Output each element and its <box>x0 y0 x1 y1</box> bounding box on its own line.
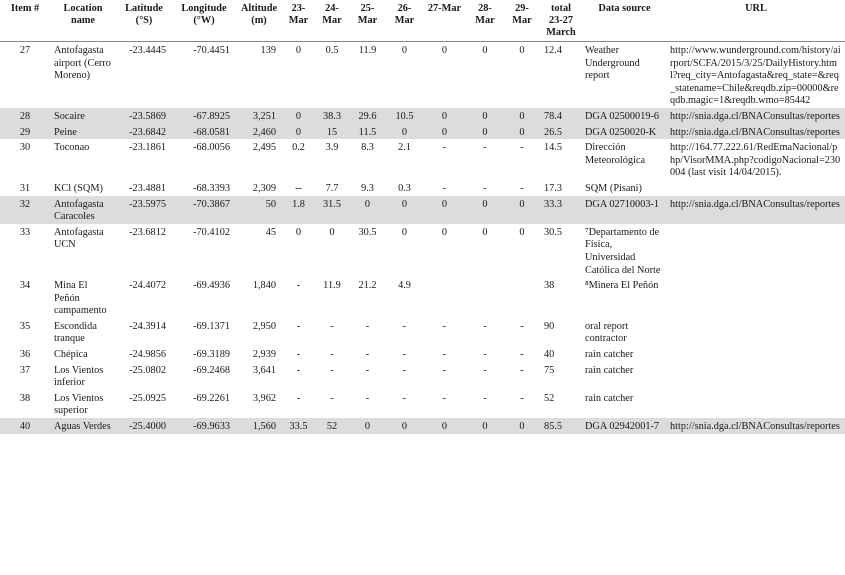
cell-24-mar: 3.9 <box>325 142 339 154</box>
cell-item: 38 <box>19 392 31 404</box>
cell-27-mar: - <box>442 320 447 332</box>
cell-data-source: SQM (Pisani) <box>585 182 642 194</box>
cell-24-mar: - <box>330 320 334 332</box>
cell-latitude: -25.0925 <box>129 392 166 404</box>
cell-item: 30 <box>19 142 31 154</box>
cell-26-mar: 0.3 <box>398 182 411 194</box>
cell-23-mar: - <box>296 364 301 376</box>
cell-data-source: DGA 02710003-1 <box>582 196 667 224</box>
cell-data-source: oral report contractor <box>585 320 629 345</box>
cell-altitude: 3,962 <box>252 392 276 404</box>
table-row <box>0 180 845 196</box>
header-26-mar: 26-Mar <box>386 0 423 42</box>
cell-latitude: -25.0802 <box>129 364 166 376</box>
cell-29-mar: 0 <box>519 45 525 56</box>
cell-data-source: DGA 0250020-K <box>582 124 667 140</box>
cell-24-mar: 11.9 <box>323 280 341 292</box>
cell-latitude: -23.6842 <box>116 124 172 140</box>
header-latitude: Latitude (°S) <box>116 0 172 42</box>
header-27-mar: 27-Mar <box>423 0 466 42</box>
header-url: URL <box>667 0 845 42</box>
cell-item: 36 <box>19 349 31 361</box>
cell-27-mar <box>423 277 466 318</box>
cell-longitude: -68.3393 <box>193 182 230 194</box>
cell-28-mar: 0 <box>466 196 504 224</box>
cell-28-mar: 0 <box>482 45 488 56</box>
cell-24-mar: 38.3 <box>315 108 349 124</box>
table-row <box>0 362 845 390</box>
cell-altitude: 2,460 <box>236 124 282 140</box>
cell-26-mar: 0 <box>401 226 408 238</box>
cell-location: Socaire <box>50 108 116 124</box>
cell-longitude: -69.1371 <box>193 320 230 332</box>
cell-27-mar: 0 <box>423 124 466 140</box>
cell-25-mar: 0 <box>349 196 386 224</box>
cell-latitude: -23.4445 <box>129 45 166 56</box>
cell-data-source: Weather Underground report <box>585 45 640 82</box>
cell-item: 34 <box>19 280 31 292</box>
cell-data-source: DGA 02500019-6 <box>582 108 667 124</box>
cell-latitude: -23.6812 <box>129 226 166 238</box>
cell-23-mar: 0.2 <box>292 142 305 154</box>
table-row <box>0 139 845 180</box>
header-28-mar: 28-Mar <box>466 0 504 42</box>
cell-item: 37 <box>19 364 31 376</box>
cell-29-mar: - <box>520 364 524 376</box>
cell-26-mar: 0 <box>386 124 423 140</box>
header-location: Location name <box>50 0 116 42</box>
table-row <box>0 42 845 108</box>
cell-24-mar: 0 <box>329 226 335 238</box>
cell-altitude: 3,251 <box>236 108 282 124</box>
cell-data-source: ⁸Minera El Peñón <box>585 280 659 292</box>
cell-longitude: -68.0056 <box>193 142 230 154</box>
cell-latitude: -24.4072 <box>129 280 166 292</box>
cell-24-mar: 7.7 <box>325 182 339 194</box>
cell-longitude: -69.4936 <box>193 280 230 292</box>
cell-25-mar: - <box>365 392 370 404</box>
cell-latitude: -23.5869 <box>116 108 172 124</box>
cell-27-mar: 0 <box>423 196 466 224</box>
cell-29-mar: 0 <box>504 196 540 224</box>
cell-location: Escondida tranque <box>54 320 97 345</box>
cell-latitude: -24.9856 <box>129 349 166 361</box>
header-24-mar: 24-Mar <box>315 0 349 42</box>
header-total: total 23-27 March <box>540 0 582 42</box>
table-body <box>0 42 845 434</box>
cell-23-mar: - <box>296 349 301 361</box>
cell-26-mar: - <box>402 392 407 404</box>
cell-29-mar: - <box>520 349 524 361</box>
cell-url[interactable]: http://snia.dga.cl/BNAConsultas/reportes <box>667 124 845 140</box>
cell-26-mar: 0 <box>401 45 408 56</box>
cell-altitude: 45 <box>265 226 276 238</box>
cell-data-source: rain catcher <box>585 349 634 361</box>
table-row <box>0 277 845 318</box>
cell-total: 38 <box>544 280 555 292</box>
cell-total: 78.4 <box>540 108 582 124</box>
cell-23-mar: - <box>296 392 301 404</box>
cell-28-mar: - <box>483 320 487 332</box>
cell-28-mar: 0 <box>466 124 504 140</box>
cell-total: 90 <box>544 320 555 332</box>
cell-item: 31 <box>19 182 31 194</box>
table-row <box>0 224 845 277</box>
cell-item: 28 <box>0 108 50 124</box>
cell-total: 12.4 <box>544 45 563 56</box>
cell-longitude: -69.2261 <box>193 392 230 404</box>
cell-longitude: -69.3189 <box>193 349 230 361</box>
cell-25-mar: 21.2 <box>358 280 377 292</box>
cell-item: 33 <box>19 226 31 238</box>
cell-28-mar: - <box>483 142 487 154</box>
cell-28-mar: 0 <box>466 108 504 124</box>
cell-27-mar: 0 <box>441 226 448 238</box>
cell-29-mar: - <box>520 182 524 194</box>
cell-latitude: -23.4881 <box>129 182 166 194</box>
cell-23-mar: 0 <box>282 108 315 124</box>
cell-24-mar: 52 <box>315 418 349 434</box>
cell-url <box>667 346 845 362</box>
cell-26-mar: - <box>402 320 407 332</box>
cell-29-mar: - <box>520 142 524 154</box>
cell-altitude: 1,560 <box>236 418 282 434</box>
cell-total: 26.5 <box>540 124 582 140</box>
cell-26-mar: 0 <box>386 196 423 224</box>
cell-29-mar: 0 <box>504 124 540 140</box>
cell-23-mar: 0 <box>282 124 315 140</box>
cell-url[interactable]: http://snia.dga.cl/BNAConsultas/reportes <box>667 196 845 224</box>
cell-24-mar: - <box>330 349 334 361</box>
cell-altitude: 2,309 <box>252 182 276 194</box>
cell-total: 75 <box>544 364 555 376</box>
cell-location: Peine <box>50 124 116 140</box>
cell-altitude: 2,950 <box>252 320 276 332</box>
table-row <box>0 390 845 418</box>
cell-27-mar: 0 <box>423 108 466 124</box>
header-altitude: Altitude (m) <box>236 0 282 42</box>
cell-location: Los Vientos superior <box>54 392 104 417</box>
table-row <box>0 108 845 124</box>
cell-25-mar: - <box>365 364 370 376</box>
cell-25-mar: 11.5 <box>349 124 386 140</box>
cell-data-source: DGA 02942001-7 <box>582 418 667 434</box>
cell-latitude: -24.3914 <box>129 320 166 332</box>
cell-27-mar: - <box>442 364 447 376</box>
cell-altitude: 1,840 <box>252 280 276 292</box>
cell-26-mar: 2.1 <box>398 142 411 154</box>
cell-item: 29 <box>0 124 50 140</box>
cell-28-mar: 0 <box>482 226 488 238</box>
cell-28-mar: - <box>483 182 487 194</box>
cell-data-source: rain catcher <box>585 392 634 404</box>
cell-25-mar: 9.3 <box>361 182 374 194</box>
cell-28-mar: - <box>483 364 487 376</box>
header-25-mar: 25-Mar <box>349 0 386 42</box>
cell-location: Antofagasta airport (Cerro Moreno) <box>54 45 111 82</box>
cell-longitude: -68.0581 <box>172 124 236 140</box>
cell-29-mar <box>504 277 540 318</box>
cell-29-mar: 0 <box>504 418 540 434</box>
header-data-source: Data source <box>582 0 667 42</box>
cell-latitude: -25.4000 <box>116 418 172 434</box>
cell-altitude: 50 <box>236 196 282 224</box>
cell-url[interactable]: http://snia.dga.cl/BNAConsultas/reportes <box>667 418 845 434</box>
cell-25-mar: 29.6 <box>349 108 386 124</box>
cell-altitude: 3,641 <box>252 364 276 376</box>
cell-23-mar: - <box>296 280 301 292</box>
cell-25-mar: - <box>365 320 370 332</box>
cell-data-source: rain catcher <box>585 364 634 376</box>
cell-27-mar: 0 <box>423 418 466 434</box>
cell-29-mar: - <box>520 392 524 404</box>
cell-url <box>667 224 845 277</box>
table-row <box>0 346 845 362</box>
cell-28-mar: - <box>483 349 487 361</box>
cell-23-mar: - <box>296 320 301 332</box>
cell-27-mar: 0 <box>441 45 448 56</box>
cell-26-mar: 0 <box>386 418 423 434</box>
cell-total: 30.5 <box>544 226 563 238</box>
cell-26-mar: 10.5 <box>386 108 423 124</box>
cell-23-mar: 1.8 <box>282 196 315 224</box>
cell-26-mar: - <box>402 349 407 361</box>
cell-24-mar: 15 <box>315 124 349 140</box>
table-row <box>0 418 845 434</box>
header-23-mar: 23-Mar <box>282 0 315 42</box>
cell-data-source: ⁷Departamento de Física, Universidad Católica del Norte <box>585 226 661 276</box>
cell-item: 27 <box>19 45 31 56</box>
cell-longitude: -70.4102 <box>193 226 230 238</box>
cell-longitude: -69.2468 <box>193 364 230 376</box>
cell-24-mar: 0.5 <box>325 45 339 56</box>
header-longitude: Longitude (°W) <box>172 0 236 42</box>
cell-altitude: 2,495 <box>252 142 276 154</box>
cell-longitude: -69.9633 <box>172 418 236 434</box>
cell-url[interactable]: http://164.77.222.61/RedEmaNacional/php/VisorMMA.php?codigoNacional=230004 (last visit 14/04/2015). <box>670 142 841 179</box>
cell-url <box>667 390 845 418</box>
cell-total: 17.3 <box>544 182 563 194</box>
cell-url[interactable]: http://snia.dga.cl/BNAConsultas/reportes <box>667 108 845 124</box>
cell-total: 14.5 <box>544 142 563 154</box>
table-row <box>0 196 845 224</box>
table-row <box>0 124 845 140</box>
cell-total: 40 <box>544 349 555 361</box>
cell-24-mar: - <box>330 364 334 376</box>
cell-29-mar: - <box>520 320 524 332</box>
cell-longitude: -70.3867 <box>172 196 236 224</box>
cell-url[interactable]: http://www.wunderground.com/history/airport/SCFA/2015/3/25/DailyHistory.html?req_city=Antofagasta&req_state=&req_statename=Chile&reqdb.zip=00000&reqdb.magic=1&reqdb.wmo=85442 <box>670 45 841 107</box>
cell-location: Toconao <box>54 142 90 154</box>
cell-total: 85.5 <box>540 418 582 434</box>
cell-27-mar: - <box>442 142 447 154</box>
cell-28-mar <box>466 277 504 318</box>
cell-24-mar: - <box>330 392 334 404</box>
cell-total: 33.3 <box>540 196 582 224</box>
cell-location: KCl (SQM) <box>54 182 103 194</box>
header-item: Item # <box>0 0 50 42</box>
cell-23-mar: 0 <box>295 45 302 56</box>
cell-25-mar: 11.9 <box>358 45 377 56</box>
cell-longitude: -67.8925 <box>172 108 236 124</box>
cell-23-mar: 0 <box>295 226 302 238</box>
cell-location: Chépica <box>54 349 88 361</box>
cell-item: 35 <box>19 320 31 332</box>
cell-27-mar: - <box>442 182 447 194</box>
cell-location: Aguas Verdes <box>50 418 116 434</box>
cell-data-source: Dirección Meteorológica <box>585 142 646 166</box>
cell-25-mar: 0 <box>349 418 386 434</box>
cell-latitude: -23.1861 <box>129 142 166 154</box>
cell-location: Antofagasta Caracoles <box>50 196 116 224</box>
cell-location: Antofagasta UCN <box>54 226 104 251</box>
cell-23-mar: -- <box>295 182 302 194</box>
cell-24-mar: 31.5 <box>315 196 349 224</box>
cell-28-mar: 0 <box>466 418 504 434</box>
cell-altitude: 139 <box>260 45 276 56</box>
cell-url <box>667 180 845 196</box>
cell-location: Los Vientos inferior <box>54 364 104 389</box>
cell-27-mar: - <box>442 349 447 361</box>
cell-longitude: -70.4451 <box>193 45 230 56</box>
cell-item: 40 <box>0 418 50 434</box>
cell-26-mar: 4.9 <box>398 280 411 292</box>
header-29-mar: 29-Mar <box>504 0 540 42</box>
cell-location: Mina El Peñón campamento <box>54 280 107 317</box>
cell-29-mar: 0 <box>519 226 525 238</box>
cell-28-mar: - <box>483 392 487 404</box>
cell-25-mar: 30.5 <box>358 226 377 238</box>
cell-27-mar: - <box>442 392 447 404</box>
cell-25-mar: - <box>365 349 370 361</box>
cell-26-mar: - <box>402 364 407 376</box>
cell-25-mar: 8.3 <box>361 142 374 154</box>
cell-item: 32 <box>0 196 50 224</box>
cell-29-mar: 0 <box>504 108 540 124</box>
cell-url <box>667 277 845 318</box>
cell-23-mar: 33.5 <box>282 418 315 434</box>
table-row <box>0 318 845 346</box>
cell-url <box>667 318 845 346</box>
cell-altitude: 2,939 <box>252 349 276 361</box>
cell-latitude: -23.5975 <box>116 196 172 224</box>
cell-url <box>667 362 845 390</box>
header-row <box>0 0 845 42</box>
cell-total: 52 <box>544 392 555 404</box>
